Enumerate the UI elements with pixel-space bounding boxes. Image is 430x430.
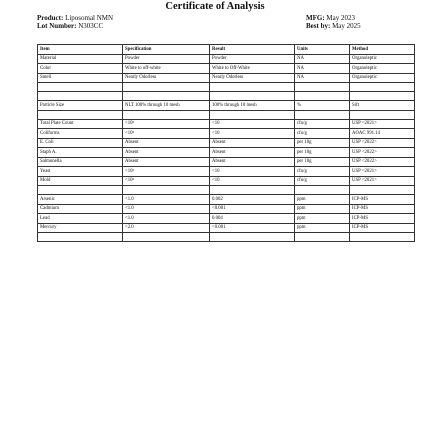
cell-method: USP <2022> [350,138,415,148]
cell-method: Organoleptic [350,54,415,64]
empty-cell [210,186,295,195]
cell-method: ICP-MS [350,223,415,233]
table-row [38,73,415,83]
cell-result: <10 [210,167,295,177]
empty-cell [38,233,123,242]
cell-item: Material [38,54,123,64]
empty-cell [210,110,295,119]
cell-result: Nearly Odorless [210,73,295,83]
empty-cell [210,233,295,242]
cell-item: Coliforms [38,129,123,139]
table-row [38,223,415,233]
cell-item: Color [38,64,123,74]
empty-cell [295,233,350,242]
blank-row [38,92,415,101]
blank-row [38,110,415,119]
empty-cell [350,233,415,242]
cell-result: <10 [210,119,295,129]
cell-units: per 10g [295,138,350,148]
empty-cell [350,110,415,119]
empty-cell [210,83,295,92]
cell-item: Staph A. [38,148,123,158]
cell-method: ICP-MS [350,204,415,214]
cell-units: ppm [295,195,350,205]
cell-units: ppm [295,204,350,214]
cell-item: Arsenic [38,195,123,205]
cell-specification: <10² [123,129,210,139]
empty-cell [295,186,350,195]
cell-method: USP <2021> [350,176,415,186]
document-title: Certificate of Analysis [165,1,265,12]
blank-row [38,233,415,242]
cell-method: ICP-MS [350,214,415,224]
product-label: Product: [37,14,64,22]
cell-result: White to Off-White [210,64,295,74]
empty-cell [350,83,415,92]
blank-row [38,83,415,92]
empty-cell [350,92,415,101]
cell-item: Mercury [38,223,123,233]
cell-item: Yeast [38,167,123,177]
cell-units: NA [295,64,350,74]
cell-result: Powder [210,54,295,64]
best-by-label: Best by: [306,22,331,30]
cell-result: Absent [210,138,295,148]
empty-cell [38,186,123,195]
table-row [38,176,415,186]
cell-method: Organoleptic [350,64,415,74]
cell-item: Cadmium [38,204,123,214]
empty-cell [123,92,210,101]
cell-method: ICP-MS [350,195,415,205]
empty-cell [295,83,350,92]
blank-row [38,186,415,195]
table-row [38,101,415,111]
best-by-line [306,22,361,30]
empty-cell [38,110,123,119]
cell-specification: Absent [123,157,210,167]
table-row [38,54,415,64]
table-row [38,214,415,224]
table-row [38,129,415,139]
table-row [38,64,415,74]
cell-specification: White to off-white [123,64,210,74]
cell-units: per 10g [295,148,350,158]
empty-cell [123,110,210,119]
cell-units: ppm [295,223,350,233]
mfg-value: May 2023 [326,14,356,22]
cell-specification: <10³ [123,119,210,129]
cell-item: E. Coli [38,138,123,148]
cell-item: Particle Size [38,101,123,111]
cell-result: <10 [210,129,295,139]
table-row [38,148,415,158]
coa-table [37,44,415,242]
cell-result: <10 [210,176,295,186]
cell-units: cfu/g [295,167,350,177]
empty-cell [295,110,350,119]
cell-specification: Powder [123,54,210,64]
cell-item: Total Plate Count [38,119,123,129]
lot-label: Lot Number: [37,22,77,30]
cell-specification: <2.0 [123,223,210,233]
cell-specification: Absent [123,148,210,158]
cell-result: Absent [210,148,295,158]
cell-units: % [295,101,350,111]
empty-cell [123,83,210,92]
product-info [37,14,113,30]
cell-specification: Nearly Odorless [123,73,210,83]
table-row [38,157,415,167]
empty-cell [350,186,415,195]
lot-line [37,22,113,30]
table-row [38,167,415,177]
cell-units: ppm [295,214,350,224]
product-line [37,14,113,22]
empty-cell [38,92,123,101]
empty-cell [210,92,295,101]
cell-item: Lead [38,214,123,224]
cell-item: Mold [38,176,123,186]
header-result: Result [210,45,295,55]
empty-cell [123,186,210,195]
cell-result: 0.004 [210,214,295,224]
cell-result: 100% through 10 mesh [210,101,295,111]
cell-units: cfu/g [295,129,350,139]
header-specification: Specification [123,45,210,55]
cell-method: AOAC 991.14 [350,129,415,139]
cell-result: <0.001 [210,223,295,233]
cell-units: cfu/g [295,119,350,129]
cell-specification: Absent [123,138,210,148]
cell-units: per 10g [295,157,350,167]
table-row [38,138,415,148]
table-row [38,119,415,129]
mfg-line [306,14,361,22]
table-header-row [38,45,415,55]
cell-specification: <10² [123,167,210,177]
cell-method: USP <2021> [350,119,415,129]
best-by-value: May 2025 [332,22,361,30]
header-method: Method [350,45,415,55]
empty-cell [123,233,210,242]
product-value: Liposomal NMN [65,14,114,22]
cell-result: <0.001 [210,204,295,214]
lot-value: N303CC [78,22,104,30]
cell-item: Salmonella [38,157,123,167]
cell-specification: <1.0 [123,204,210,214]
cell-specification: NLT 100% through 10 mesh [123,101,210,111]
cell-specification: <1.0 [123,195,210,205]
empty-cell [38,83,123,92]
empty-cell [295,92,350,101]
date-info [306,14,361,30]
mfg-label: MFG: [306,14,325,22]
cell-result: Absent [210,157,295,167]
cell-method: Sift [350,101,415,111]
cell-method: USP <2022> [350,148,415,158]
table-row [38,195,415,205]
cell-method: Organoleptic [350,73,415,83]
cell-item: Smell [38,73,123,83]
header-units: Units [295,45,350,55]
cell-specification: <1.0 [123,214,210,224]
cell-units: NA [295,54,350,64]
cell-method: USP <2021> [350,167,415,177]
cell-units: NA [295,73,350,83]
cell-specification: <10² [123,176,210,186]
cell-method: USP <2022> [350,157,415,167]
header-item: Item [38,45,123,55]
cell-units: cfu/g [295,176,350,186]
table-row [38,204,415,214]
cell-result: 0.002 [210,195,295,205]
